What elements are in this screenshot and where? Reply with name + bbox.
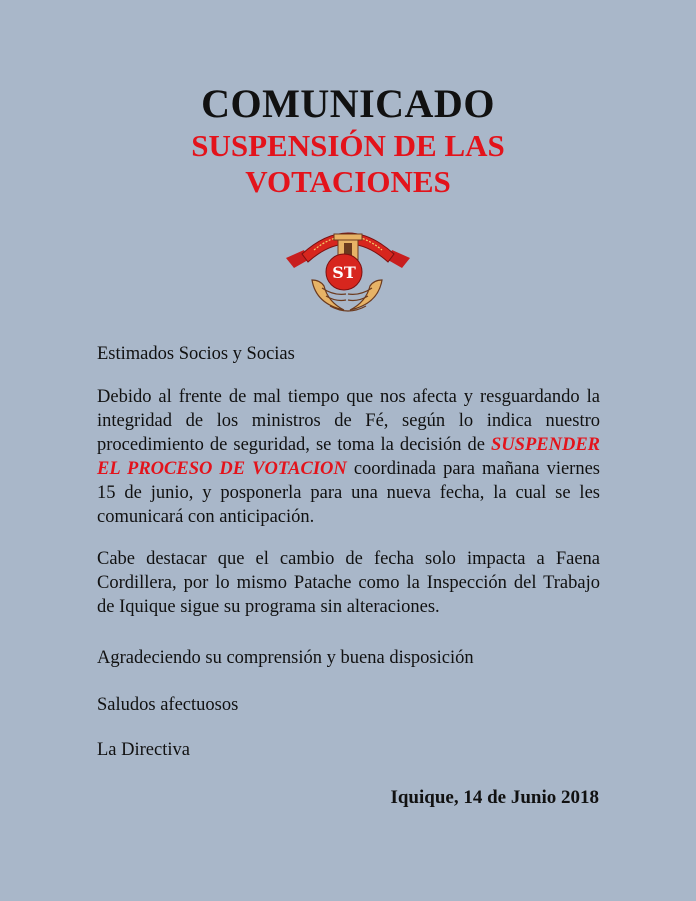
main-paragraph-part1: Debido al frente de mal tiempo que nos afecta y resguardando la integridad de los ministros de Fé, según lo indica nuestro procedimiento de seguridad, se toma la decisión de	[97, 387, 600, 455]
main-paragraph-part2: coordinada para mañana viernes 15 de junio, y posponerla para una nueva fecha, la cual se les comunicará con anticipación.	[97, 459, 600, 527]
signature: La Directiva	[97, 740, 190, 760]
suspension-highlight: SUSPENDER EL PROCESO DE VOTACION	[97, 435, 600, 479]
thanks-line: Agradeciendo su comprensión y buena disposición	[97, 648, 474, 668]
page-title: COMUNICADO	[201, 81, 495, 126]
second-paragraph: Cabe destacar que el cambio de fecha solo impacta a Faena Cordillera, por lo mismo Patache como la Inspección del Trabajo de Iquique sigue su programa sin alteraciones.	[97, 549, 600, 617]
main-paragraph	[97, 385, 600, 529]
svg-text:ST: ST	[332, 263, 356, 282]
regards-line: Saludos afectuosos	[97, 695, 239, 715]
document-date: Iquique, 14 de Junio 2018	[390, 787, 599, 808]
union-logo-icon	[282, 210, 414, 320]
greeting: Estimados Socios y Socias	[97, 344, 295, 364]
page-subtitle: SUSPENSIÓN DE LAS VOTACIONES	[191, 128, 505, 199]
